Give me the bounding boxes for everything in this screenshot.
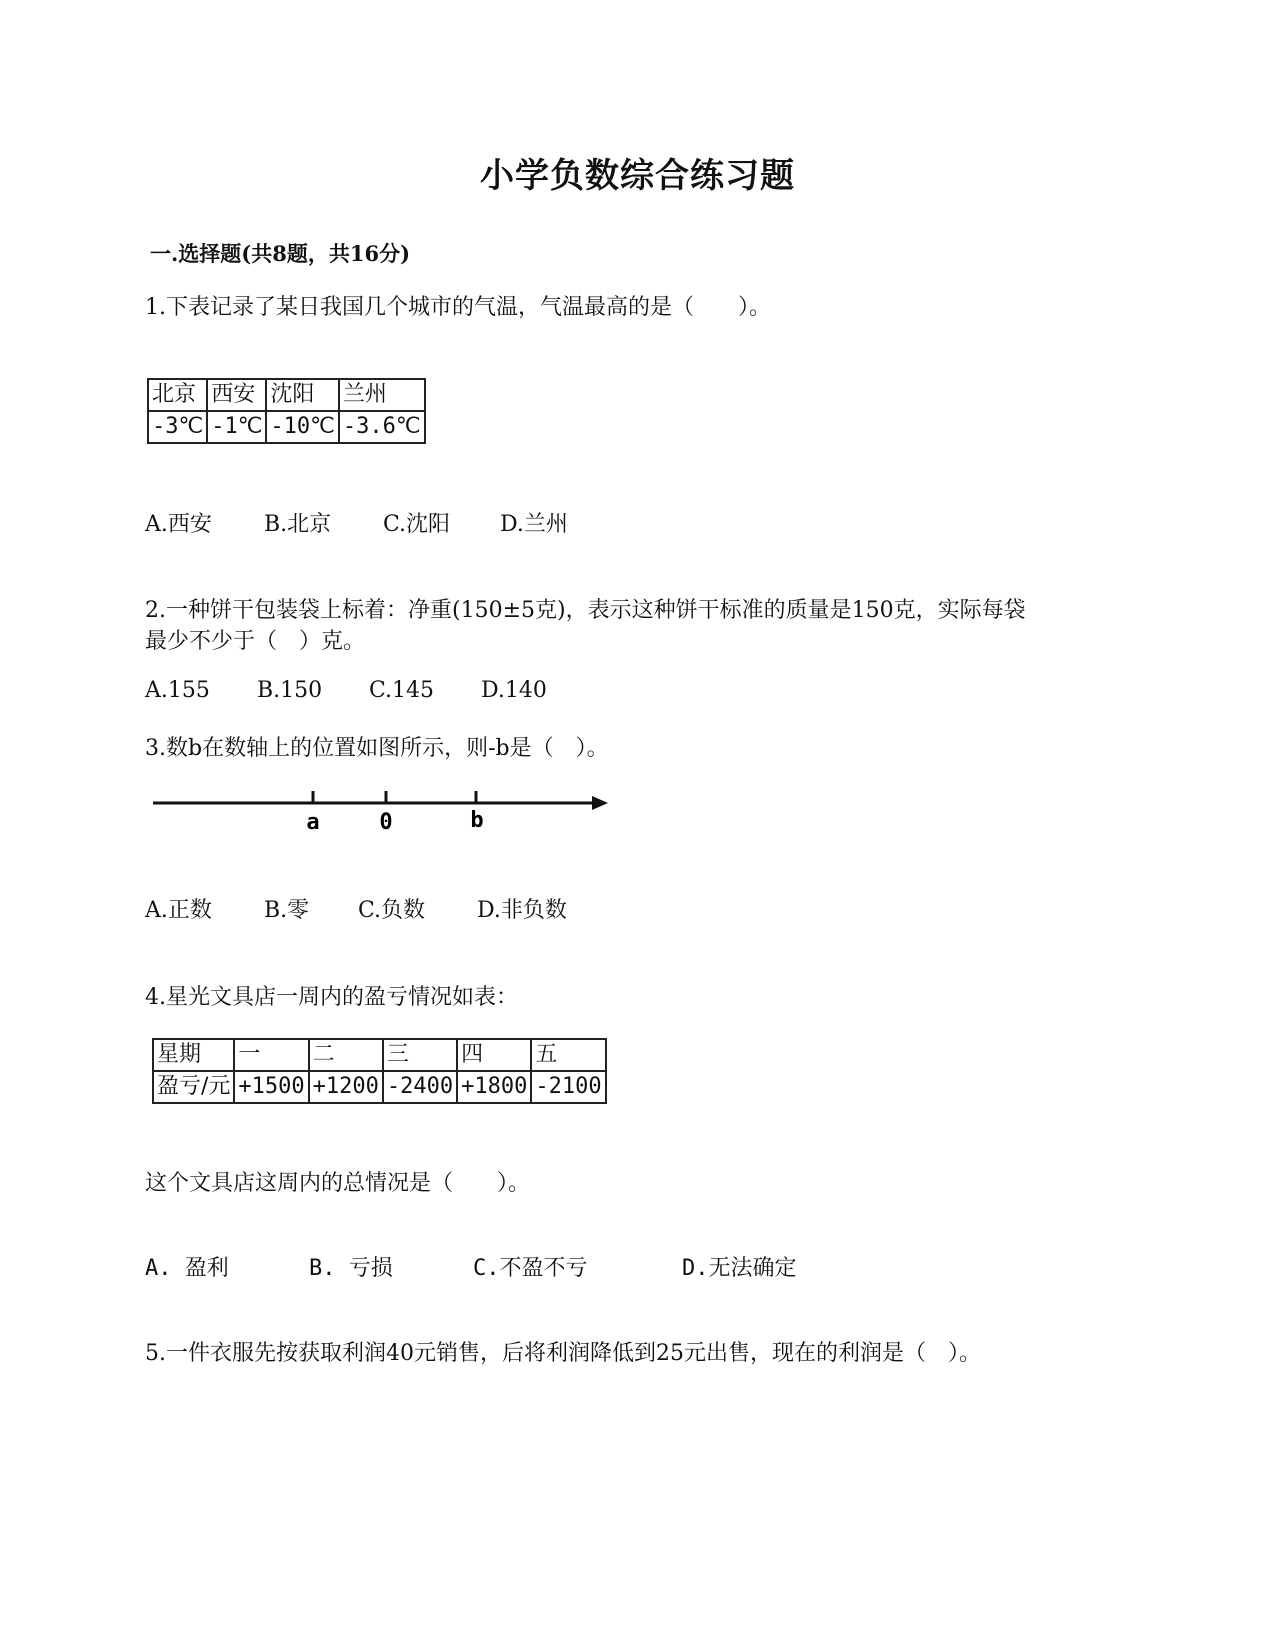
question-2-line-1: 2.一种饼干包装袋上标着：净重(150±5克)，表示这种饼干标准的质量是150克，实际每袋	[145, 598, 1026, 623]
question-4-prompt: 这个文具店这周内的总情况是（ ）。	[145, 1171, 531, 1196]
table-cell: +1200	[309, 1071, 383, 1103]
option-b: B.零	[264, 898, 310, 923]
table-cell: 兰州	[339, 379, 425, 411]
table-cell: 二	[309, 1039, 383, 1071]
label-zero: 0	[379, 810, 393, 835]
question-3-options	[145, 893, 567, 924]
question-4-text: 4.星光文具店一周内的盈亏情况如表：	[145, 985, 518, 1010]
option-c: C.不盈不亏	[473, 1256, 588, 1281]
option-b: B.150	[257, 678, 323, 703]
option-d: D.非负数	[477, 898, 567, 923]
table-cell: -2100	[531, 1071, 605, 1103]
table-cell: -2400	[383, 1071, 457, 1103]
option-d: D.兰州	[500, 512, 568, 537]
label-b: b	[470, 808, 484, 833]
question-1-text: 1.下表记录了某日我国几个城市的气温，气温最高的是（ ）。	[145, 295, 771, 320]
option-d: D.无法确定	[682, 1256, 797, 1281]
option-a: A.155	[145, 678, 210, 703]
table-cell: 盈亏/元	[153, 1071, 234, 1103]
table-cell: -1℃	[207, 411, 266, 443]
question-4-options	[145, 1251, 797, 1282]
table-cell: 西安	[207, 379, 266, 411]
table-cell: -10℃	[266, 411, 338, 443]
table-row-cities	[148, 379, 425, 411]
number-line-arrow	[592, 796, 608, 810]
table-cell: 北京	[148, 379, 207, 411]
question-2-line-2: 最少不少于（ ）克。	[145, 629, 366, 654]
table-cell: +1500	[234, 1071, 308, 1103]
table-cell: -3℃	[148, 411, 207, 443]
table-cell: +1800	[457, 1071, 531, 1103]
option-c: C.145	[369, 678, 435, 703]
option-b: B.北京	[264, 512, 332, 537]
section-heading: 一.选择题(共8题，共16分)	[150, 241, 411, 266]
table-row-header	[153, 1039, 606, 1071]
table-cell: -3.6℃	[339, 411, 425, 443]
table-cell: 一	[234, 1039, 308, 1071]
question-2-options	[145, 678, 547, 703]
option-a: A. 盈利	[145, 1256, 229, 1281]
option-c: C.负数	[358, 898, 426, 923]
table-cell: 三	[383, 1039, 457, 1071]
page-title: 小学负数综合练习题	[480, 156, 795, 196]
option-d: D.140	[481, 678, 547, 703]
option-a: A.正数	[145, 898, 212, 923]
label-a: a	[306, 810, 320, 835]
temperature-table	[147, 378, 426, 444]
question-5-text: 5.一件衣服先按获取利润40元销售，后将利润降低到25元出售，现在的利润是（ ）。	[145, 1341, 981, 1366]
option-a: A.西安	[145, 512, 212, 537]
number-line	[148, 785, 618, 835]
question-1-options	[145, 507, 568, 538]
option-b: B. 亏损	[309, 1256, 393, 1281]
table-row-values	[153, 1071, 606, 1103]
table-cell: 星期	[153, 1039, 234, 1071]
table-cell: 沈阳	[266, 379, 338, 411]
table-cell: 四	[457, 1039, 531, 1071]
question-3-text: 3.数b在数轴上的位置如图所示，则-b是（ ）。	[145, 736, 609, 761]
profit-loss-table	[152, 1038, 607, 1104]
option-c: C.沈阳	[383, 512, 451, 537]
table-row-temps	[148, 411, 425, 443]
table-cell: 五	[531, 1039, 605, 1071]
